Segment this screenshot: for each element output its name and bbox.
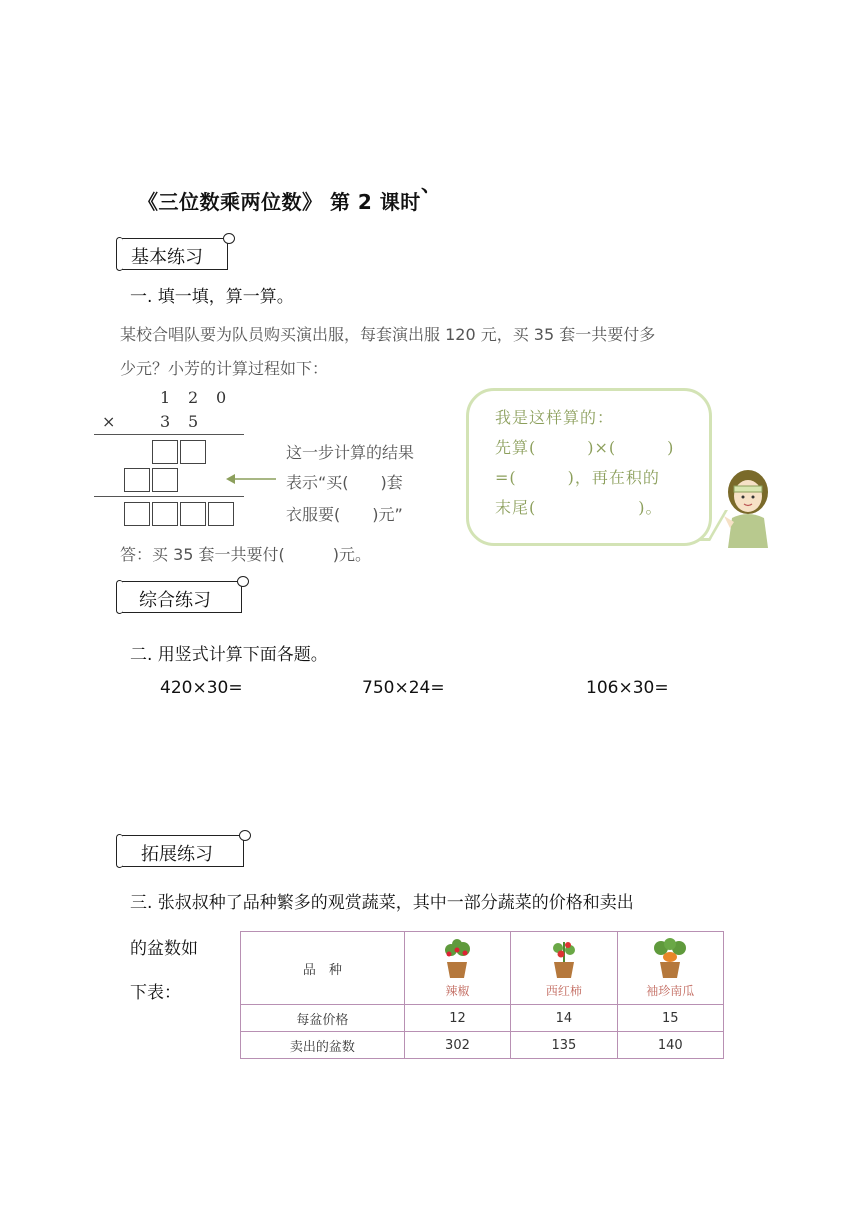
- calc-digit: 0: [216, 388, 227, 407]
- problem-line-1: 某校合唱队要为队员购买演出服，每套演出服 120 元，买 35 套一共要付多: [120, 325, 656, 344]
- times-sign: ×: [102, 412, 116, 431]
- calc-rule: [94, 496, 244, 497]
- question-1: 一. 填一填，算一算。: [130, 287, 294, 307]
- bubble-line: 末尾( )。: [495, 498, 663, 517]
- answer-box[interactable]: [180, 440, 206, 464]
- veg-name: 辣椒: [445, 983, 470, 998]
- note-line: 这一步计算的结果: [286, 443, 415, 462]
- veg-header: [404, 932, 510, 1005]
- banner-label: 基本练习: [131, 247, 203, 268]
- stray-mark: 、: [421, 172, 441, 196]
- banner-comprehensive-practice: [120, 581, 242, 613]
- answer-box[interactable]: [124, 502, 150, 526]
- banner-label: 综合练习: [139, 590, 211, 611]
- problem-line-2: 少元？小芳的计算过程如下：: [120, 359, 329, 378]
- pepper-plant-icon: [437, 938, 477, 980]
- answer-sentence: 答：买 35 套一共要付( )元。: [120, 545, 372, 564]
- table-cell: 140: [617, 1032, 723, 1059]
- veg-name: 袖珍南瓜: [646, 983, 695, 998]
- question-3-line-1: 三. 张叔叔种了品种繁多的观赏蔬菜，其中一部分蔬菜的价格和卖出: [130, 893, 634, 913]
- calc-digit: 1: [160, 388, 171, 407]
- answer-box[interactable]: [208, 502, 234, 526]
- calc-item: 750×24=: [362, 678, 445, 698]
- arrow-left-icon: [226, 472, 278, 486]
- page-title: 《三位数乘两位数》 第 2 课时: [138, 190, 421, 214]
- table-corner: 品 种: [241, 932, 405, 1005]
- calc-digit: 3: [160, 412, 171, 431]
- speech-bubble: [466, 388, 712, 546]
- bubble-line: 先算( )×( ): [495, 438, 675, 457]
- question-3-line-3: 下表：: [130, 983, 181, 1003]
- table-cell: 12: [404, 1005, 510, 1032]
- calc-digit: 2: [188, 388, 199, 407]
- row-label: 每盆价格: [241, 1005, 405, 1032]
- bubble-line: =( )，再在积的: [495, 468, 660, 487]
- calc-rule: [94, 434, 244, 435]
- calc-item: 420×30=: [160, 678, 243, 698]
- banner-basic-practice: [120, 238, 228, 270]
- tomato-plant-icon: [544, 938, 584, 980]
- veg-header: [511, 932, 617, 1005]
- calc-digit: 5: [188, 412, 199, 431]
- bubble-line: 我是这样算的：: [495, 408, 615, 427]
- veg-header: [617, 932, 723, 1005]
- vegetable-table: [240, 931, 724, 1059]
- row-label: 卖出的盆数: [241, 1032, 405, 1059]
- note-line: 衣服要( )元”: [286, 505, 403, 524]
- table-cell: 14: [511, 1005, 617, 1032]
- question-2: 二. 用竖式计算下面各题。: [130, 645, 328, 665]
- answer-box[interactable]: [124, 468, 150, 492]
- banner-label: 拓展练习: [141, 844, 213, 865]
- girl-illustration: [716, 464, 776, 548]
- table-cell: 302: [404, 1032, 510, 1059]
- answer-box[interactable]: [152, 440, 178, 464]
- answer-box[interactable]: [180, 502, 206, 526]
- note-line: 表示“买( )套: [286, 473, 403, 492]
- pumpkin-plant-icon: [650, 938, 690, 980]
- question-3-line-2: 的盆数如: [130, 939, 198, 959]
- answer-box[interactable]: [152, 468, 178, 492]
- table-cell: 135: [511, 1032, 617, 1059]
- banner-extension-practice: [120, 835, 244, 867]
- table-cell: 15: [617, 1005, 723, 1032]
- calc-item: 106×30=: [586, 678, 669, 698]
- answer-box[interactable]: [152, 502, 178, 526]
- veg-name: 西红柿: [545, 983, 582, 998]
